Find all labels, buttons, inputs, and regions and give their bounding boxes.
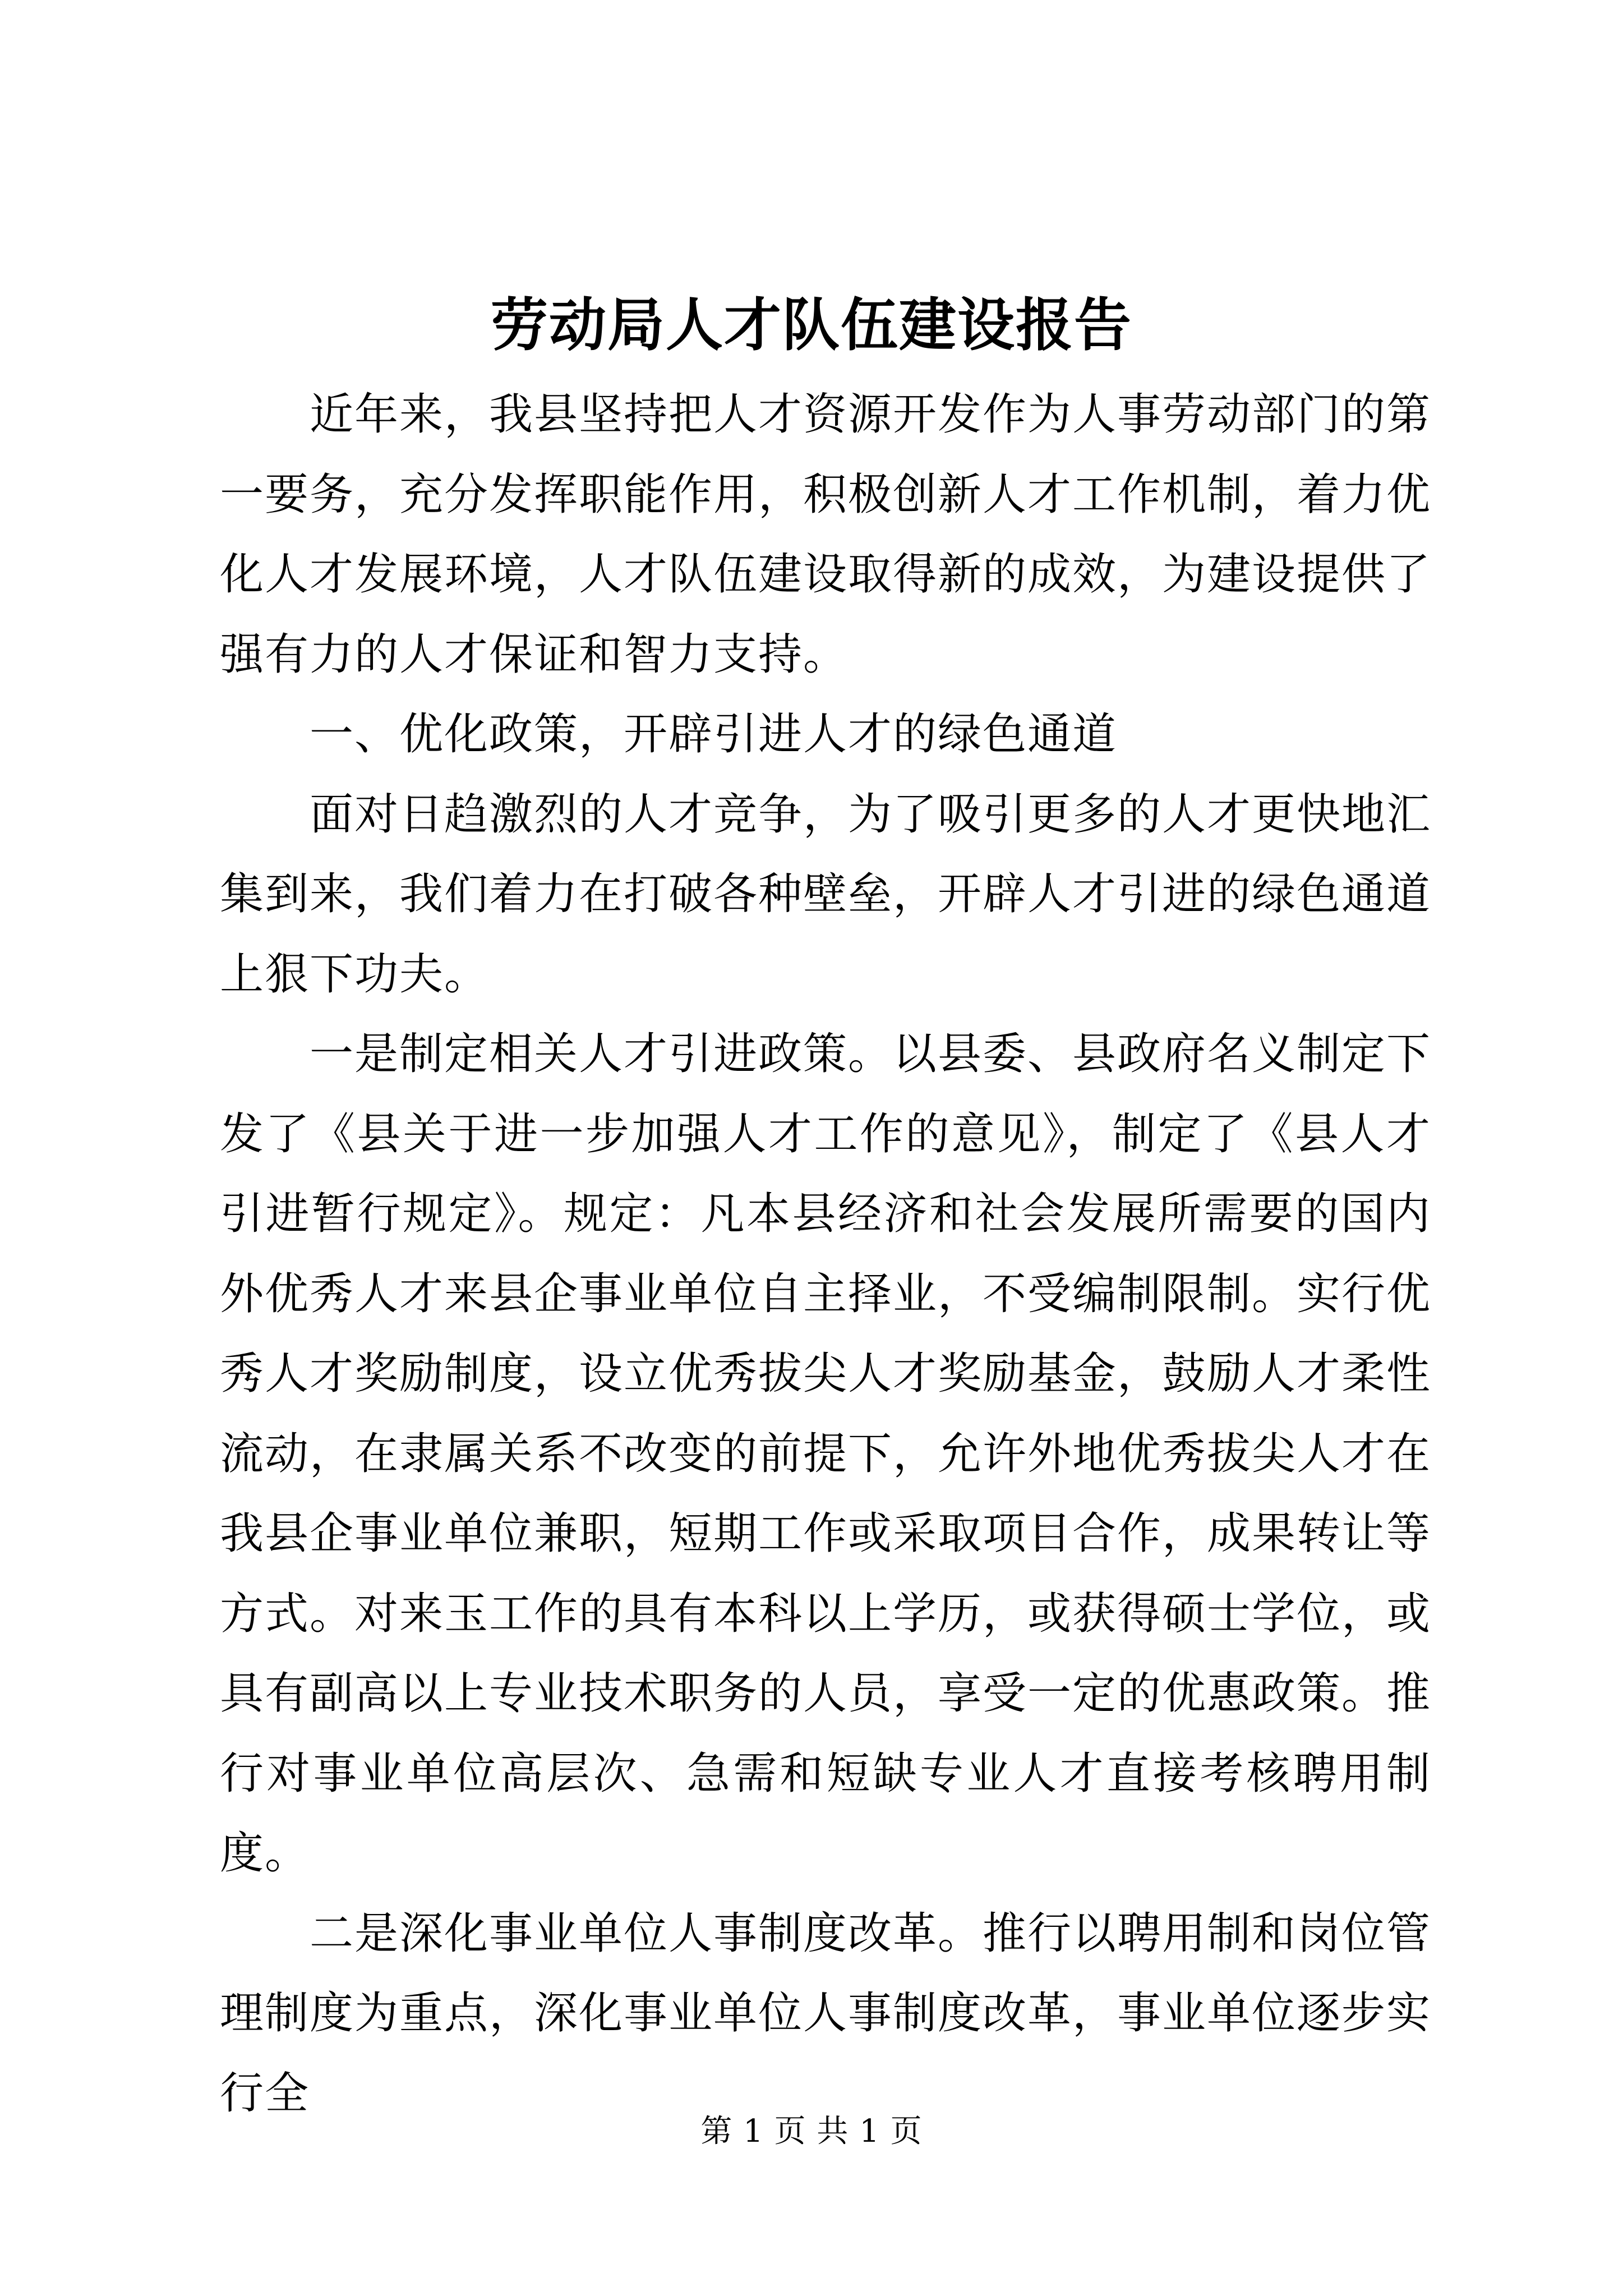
document-body <box>220 375 1431 2133</box>
paragraph-policy: 一是制定相关人才引进政策。以县委、县政府名义制定下发了《县关于进一步加强人才工作的意见》，制定了《县人才引进暂行规定》。规定：凡本县经济和社会发展所需要的国内外优秀人才来县企事业单位自主择业，不受编制限制。实行优秀人才奖励制度，设立优秀拔尖人才奖励基金，鼓励人才柔性流动，在隶属关系不改变的前提下，允许外地优秀拔尖人才在我县企事业单位兼职，短期工作或采取项目合作，成果转让等方式。对来玉工作的具有本科以上学历，或获得硕士学位，或具有副高以上专业技术职务的人员，享受一定的优惠政策。推行对事业单位高层次、急需和短缺专业人才直接考核聘用制度。 <box>220 1029 1432 1879</box>
section-heading-1: 一、优化政策，开辟引进人才的绿色通道 <box>310 709 1118 760</box>
paragraph-section-1-intro: 面对日趋激烈的人才竞争，为了吸引更多的人才更快地汇集到来，我们着力在打破各种壁垒，开辟人才引进的绿色通道上狠下功夫。 <box>220 789 1432 1000</box>
page-footer: 第 1 页 共 1 页 <box>700 2113 923 2150</box>
document-title: 劳动局人才队伍建设报告 <box>491 292 1132 359</box>
paragraph-reform: 二是深化事业单位人事制度改革。推行以聘用制和岗位管理制度为重点，深化事业单位人事制度改革，事业单位逐步实行全 <box>220 1908 1432 2119</box>
paragraph-intro: 近年来，我县坚持把人才资源开发作为人事劳动部门的第一要务，充分发挥职能作用，积极创新人才工作机制，着力优化人才发展环境，人才队伍建设取得新的成效，为建设提供了强有力的人才保证和智力支持。 <box>220 389 1432 680</box>
